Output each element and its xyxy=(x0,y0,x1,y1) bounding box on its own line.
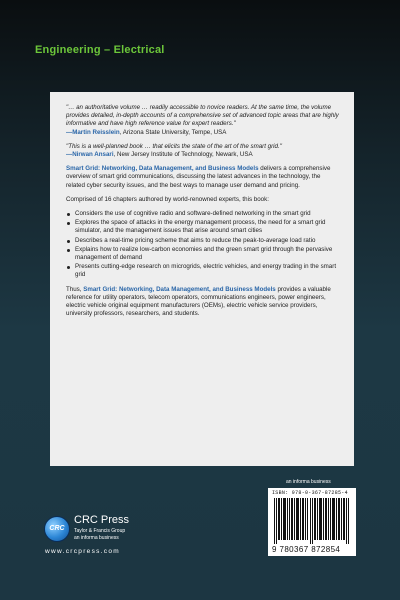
feature-item: Explains how to realize low-carbon economies and the green smart grid through the pervasive management of demand xyxy=(66,246,340,262)
isbn-label: ISBN: 978-0-367-87285-4 xyxy=(272,490,348,496)
back-cover-panel xyxy=(50,92,354,466)
intro-paragraph xyxy=(66,165,340,190)
closing-prefix: Thus, xyxy=(66,285,84,293)
reviewer-affiliation-1: , Arizona State University, Tempe, USA xyxy=(119,128,227,136)
publisher-group: Taylor & Francis Group xyxy=(74,528,126,534)
review-quote-1: "… an authoritative volume … readily accessible to novice readers. At the same time, the volume provides detailed, in-depth accounts of a comprehensive set of advanced topic areas that are highly informative and have high reference value for expert readers." xyxy=(66,104,339,128)
barcode-icon xyxy=(274,498,350,544)
closing-paragraph xyxy=(66,286,340,319)
reviewer-affiliation-2: , New Jersey Institute of Technology, Newark, USA xyxy=(113,151,253,159)
informa-business-label: an informa business xyxy=(286,479,331,485)
category-label: Engineering – Electrical xyxy=(35,44,165,56)
intro-text: delivers a comprehensive overview of smart grid communications, discussing the latest advances in the technology, the related cyber security issues, and the best ways to manage user demand and pricing. xyxy=(66,165,331,189)
review-attribution-1 xyxy=(66,129,340,137)
review-attribution-2 xyxy=(66,151,340,159)
barcode-block xyxy=(268,488,356,556)
publisher-logo xyxy=(40,500,180,560)
feature-list xyxy=(66,210,340,280)
reviewer-name-2: —Nirwan Ansari xyxy=(66,151,114,159)
feature-item: Describes a real-time pricing scheme that aims to reduce the peak-to-average load ratio xyxy=(66,237,340,245)
reviewer-name-1: —Martin Reisslein xyxy=(66,128,120,136)
isbn-number: 9 780367 872854 xyxy=(272,545,341,554)
feature-item: Explores the space of attacks in the energy management process, the need for a smart grid simulator, and the management issues that arise around smart cities xyxy=(66,219,340,235)
crc-logo-icon: CRC xyxy=(44,516,70,542)
publisher-name: CRC Press xyxy=(74,514,130,526)
book-title-closing: Smart Grid: Networking, Data Management, and Business Models xyxy=(83,285,276,293)
feature-item: Presents cutting-edge research on microgrids, electric vehicles, and energy trading in the smart grid xyxy=(66,263,340,279)
comprised-paragraph: Comprised of 16 chapters authored by world-renowned experts, this book: xyxy=(66,195,269,203)
closing-text: provides a valuable reference for utility operators, telecom operators, communications engineers, power engineers, electric vehicle original equipment manufacturers (OEMs), electric vehicle service providers, university professors, researchers, and students. xyxy=(66,285,331,318)
book-title-intro: Smart Grid: Networking, Data Management, and Business Models xyxy=(66,165,259,173)
publisher-url: www.crcpress.com xyxy=(45,548,120,555)
feature-item: Considers the use of cognitive radio and software-defined networking in the smart grid xyxy=(66,210,340,218)
publisher-business: an informa business xyxy=(74,535,119,541)
review-quote-2: "This is a well-planned book … that elicits the state of the art of the smart grid." xyxy=(66,142,282,150)
